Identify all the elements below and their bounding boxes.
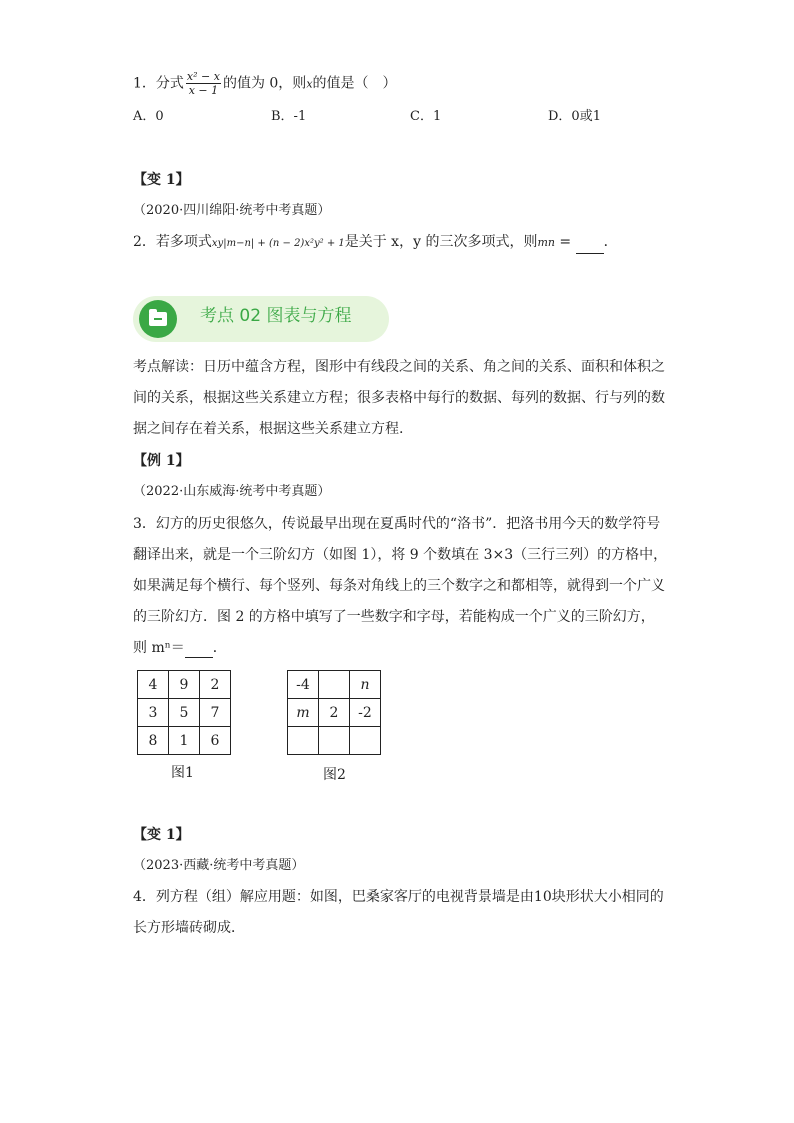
grid-cell: 2 — [319, 699, 350, 727]
grid-cell — [319, 671, 350, 699]
source-tag: （2023·西藏·统考中考真题） — [133, 858, 305, 873]
figure-caption: 图2 — [323, 767, 346, 783]
answer-blank — [576, 239, 604, 254]
explain-line: 间的关系，根据这些关系建立方程；很多表格中每行的数据、每列的数据、行与列的数 — [133, 390, 665, 406]
grid-cell — [288, 727, 319, 755]
grid-cell: 3 — [138, 699, 169, 727]
grid-cell: -4 — [288, 671, 319, 699]
question-text: 的值为 0，则 — [222, 75, 307, 92]
table-row — [138, 727, 231, 755]
option-b: B．-1 — [271, 109, 307, 124]
question-number: 2． — [133, 234, 156, 250]
grid-cell: 7 — [200, 699, 231, 727]
source-tag: （2022·山东威海·统考中考真题） — [133, 484, 331, 499]
question-text: 的值是（ ） — [312, 75, 397, 92]
source-tag: （2020·四川绵阳·统考中考真题） — [133, 203, 331, 218]
question-line: 如果满足每个横行、每个竖列、每条对角线上的三个数字之和都相等，就得到一个广义 — [133, 578, 665, 594]
question-number: 1． — [133, 75, 156, 92]
equals-sign: = — [554, 234, 576, 250]
folder-icon — [139, 300, 177, 338]
question-1 — [133, 70, 397, 97]
polynomial-expression: xy|m−n| + (n − 2)x²y² + 1 — [211, 238, 345, 249]
grid-cell — [350, 727, 381, 755]
grid-cell: -2 — [350, 699, 381, 727]
question-line: 的三阶幻方．图 2 的方格中填写了一些数字和字母，若能构成一个广义的三阶幻方， — [133, 609, 655, 625]
magic-square-figure-1 — [137, 670, 231, 755]
grid-cell: 9 — [169, 671, 200, 699]
explain-line: 考点解读：日历中蕴含方程，图形中有线段之间的关系、角之间的关系、面积和体积之 — [133, 359, 665, 375]
table-row — [288, 671, 381, 699]
question-line: 长方形墙砖砌成． — [133, 920, 245, 936]
grid-cell: 6 — [200, 727, 231, 755]
grid-cell: 8 — [138, 727, 169, 755]
variant-label: 【变 1】 — [133, 172, 190, 188]
grid-cell: 1 — [169, 727, 200, 755]
fraction-denominator: x − 1 — [188, 84, 219, 97]
table-row — [138, 671, 231, 699]
explain-line: 据之间存在着关系，根据这些关系建立方程. — [133, 421, 404, 437]
fraction — [186, 70, 221, 97]
fraction-numerator: x² − x — [186, 70, 220, 83]
question-line: 翻译出来，就是一个三阶幻方（如图 1），将 9 个数填在 3×3（三行三列）的方格中， — [133, 547, 668, 563]
question-line: 3．幻方的历史很悠久，传说最早出现在夏禹时代的“洛书”．把洛书用今天的数学符号 — [133, 516, 661, 532]
figure-caption: 图1 — [171, 765, 194, 781]
question-line — [133, 638, 227, 658]
question-text: ． — [603, 234, 618, 250]
magic-square-figure-2 — [287, 670, 381, 755]
question-text: 分式 — [155, 75, 184, 92]
option-d: D．0或1 — [548, 109, 601, 124]
option-a: A．0 — [133, 109, 164, 124]
example-label: 【例 1】 — [133, 453, 190, 469]
table-row — [138, 699, 231, 727]
grid-cell: 4 — [138, 671, 169, 699]
grid-cell: m — [288, 699, 319, 727]
variable: mn — [537, 236, 555, 249]
grid-cell: 2 — [200, 671, 231, 699]
section-title: 考点 02 图表与方程 — [200, 306, 352, 326]
question-text: 则 mⁿ＝ — [133, 640, 185, 656]
answer-blank — [185, 643, 213, 658]
question-line: 4．列方程（组）解应用题：如图，巴桑家客厅的电视背景墙是由10块形状大小相同的 — [133, 889, 664, 905]
option-c: C．1 — [410, 109, 442, 124]
grid-cell — [319, 727, 350, 755]
grid-cell: n — [350, 671, 381, 699]
question-text: ． — [212, 640, 227, 656]
table-row — [288, 699, 381, 727]
question-text: 若多项式 — [155, 234, 212, 250]
grid-cell: 5 — [169, 699, 200, 727]
table-row — [288, 727, 381, 755]
question-2 — [133, 232, 618, 254]
variant-label: 【变 1】 — [133, 827, 190, 843]
question-text: 是关于 x，y 的三次多项式，则 — [344, 234, 538, 250]
variable: x — [306, 77, 313, 91]
